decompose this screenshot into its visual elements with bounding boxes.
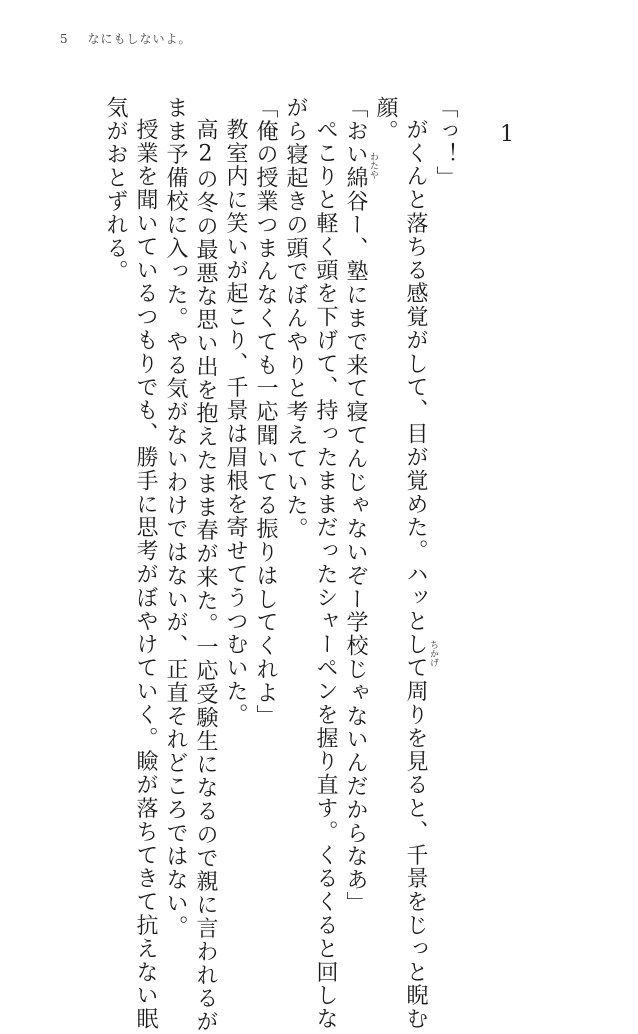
running-title: なにもしないよ。 bbox=[87, 32, 192, 46]
text-column-3: 顔。 bbox=[373, 96, 398, 143]
text-column-12: 気がおとずれる。 bbox=[103, 96, 128, 284]
text-column-5: ぺこりと軽く頭を下げて、持ったままだったシャーペンを握り直す。くるくると回しな bbox=[313, 118, 338, 1031]
text-column-7: 「俺の授業つまんなくても一応聞いてる振りはしてくれよ」 bbox=[253, 96, 278, 728]
text-column-9: 高2の冬の最悪な思い出を抱えたまま春が来た。一応受験生になるので親に言われるが bbox=[193, 118, 218, 1034]
text-column-1: 「っ！」 bbox=[433, 96, 458, 190]
ruby-watanuki: わたや bbox=[368, 152, 378, 179]
ruby-chikage: ちかげ bbox=[428, 640, 438, 667]
running-head bbox=[60, 30, 191, 47]
text-column-10: まま予備校に入った。やる気がないわけではないが、正直それどころではない。 bbox=[163, 96, 188, 939]
text-column-4: 「おい綿谷ー、塾にまで来て寝てんじゃないぞー学校じゃないんだからなあ」 bbox=[343, 96, 368, 915]
chapter-number: 1 bbox=[500, 122, 514, 147]
text-column-6: がら寝起きの頭でぼんやりと考えていた。 bbox=[283, 96, 308, 541]
page-number: 5 bbox=[60, 32, 69, 46]
text-column-8: 教室内に笑いが起こり、千景は眉根を寄せてうつむいた。 bbox=[223, 118, 248, 727]
text-column-2: がくんと落ちる感覚がして、目が覚めた。ハッとして周りを見ると、千景をじっと睨む bbox=[403, 118, 428, 1031]
text-column-11: 授業を聞いているつもりでも、勝手に思考がぼやけていく。瞼が落ちてきて抗えない眠 bbox=[133, 118, 158, 1031]
